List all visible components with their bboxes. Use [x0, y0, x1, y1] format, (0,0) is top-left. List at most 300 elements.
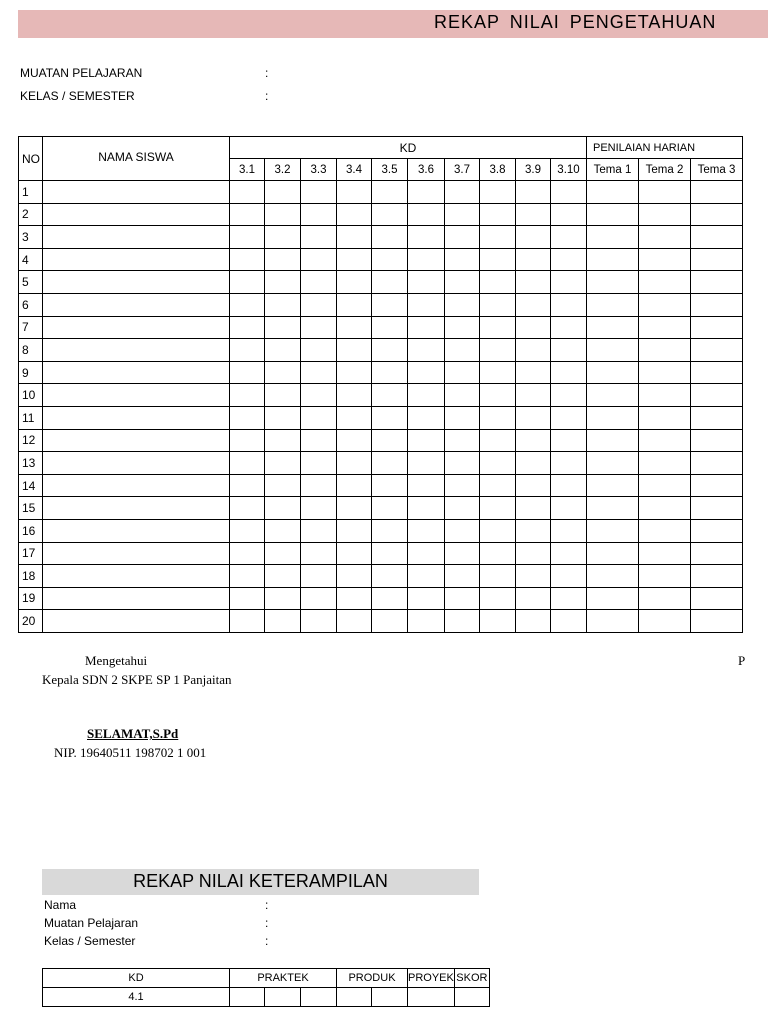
grade-cell[interactable]: [230, 339, 265, 362]
grade-cell[interactable]: [408, 610, 445, 633]
grade-cell[interactable]: [265, 610, 301, 633]
grade-cell[interactable]: [337, 271, 372, 294]
grade-cell[interactable]: [480, 497, 516, 520]
grade-cell[interactable]: [480, 248, 516, 271]
grade-cell[interactable]: [551, 181, 587, 204]
grade-cell[interactable]: [480, 339, 516, 362]
grade-cell[interactable]: [230, 452, 265, 475]
grade-cell[interactable]: [230, 293, 265, 316]
student-name-cell[interactable]: [43, 271, 230, 294]
grade-cell[interactable]: [301, 452, 337, 475]
grade-cell[interactable]: [230, 248, 265, 271]
grade-cell[interactable]: [691, 271, 743, 294]
student-name-cell[interactable]: [43, 610, 230, 633]
ket-cell[interactable]: [337, 988, 372, 1007]
tema-column-header: Tema 1: [587, 159, 639, 181]
grade-cell[interactable]: [337, 610, 372, 633]
grade-cell[interactable]: [639, 293, 691, 316]
grade-cell[interactable]: [516, 474, 551, 497]
grade-cell[interactable]: [587, 181, 639, 204]
grade-cell[interactable]: [691, 339, 743, 362]
grade-cell[interactable]: [480, 429, 516, 452]
grade-cell[interactable]: [691, 587, 743, 610]
grade-cell[interactable]: [691, 226, 743, 249]
grade-cell[interactable]: [408, 452, 445, 475]
grade-cell[interactable]: [337, 339, 372, 362]
student-name-cell[interactable]: [43, 293, 230, 316]
grade-cell[interactable]: [301, 248, 337, 271]
grade-cell[interactable]: [230, 361, 265, 384]
grade-cell[interactable]: [301, 271, 337, 294]
grade-cell[interactable]: [639, 339, 691, 362]
grade-cell[interactable]: [587, 316, 639, 339]
grade-cell[interactable]: [265, 384, 301, 407]
grade-cell[interactable]: [587, 361, 639, 384]
grade-cell[interactable]: [691, 248, 743, 271]
grade-cell[interactable]: [551, 203, 587, 226]
grade-cell[interactable]: [230, 519, 265, 542]
grade-cell[interactable]: [372, 339, 408, 362]
row-number: 20: [19, 610, 43, 633]
grade-cell[interactable]: [551, 610, 587, 633]
grade-cell[interactable]: [265, 316, 301, 339]
grade-cell[interactable]: [265, 429, 301, 452]
grade-cell[interactable]: [372, 248, 408, 271]
ket-meta-nama: [44, 898, 269, 912]
student-name-cell[interactable]: [43, 226, 230, 249]
grade-cell[interactable]: [265, 203, 301, 226]
grade-cell[interactable]: [445, 474, 480, 497]
grade-cell[interactable]: [408, 429, 445, 452]
grade-cell[interactable]: [445, 429, 480, 452]
grade-cell[interactable]: [587, 248, 639, 271]
grade-cell[interactable]: [301, 384, 337, 407]
grade-cell[interactable]: [516, 248, 551, 271]
grade-cell[interactable]: [445, 293, 480, 316]
grade-cell[interactable]: [639, 610, 691, 633]
grade-cell[interactable]: [445, 339, 480, 362]
grade-cell[interactable]: [408, 565, 445, 588]
grade-cell[interactable]: [372, 429, 408, 452]
grade-cell[interactable]: [372, 384, 408, 407]
grade-cell[interactable]: [551, 226, 587, 249]
grade-cell[interactable]: [265, 181, 301, 204]
grade-cell[interactable]: [480, 293, 516, 316]
grade-cell[interactable]: [691, 497, 743, 520]
grade-cell[interactable]: [408, 203, 445, 226]
grade-cell[interactable]: [337, 406, 372, 429]
grade-cell[interactable]: [639, 384, 691, 407]
grade-cell[interactable]: [301, 497, 337, 520]
ket-cell[interactable]: [408, 988, 455, 1007]
grade-cell[interactable]: [301, 587, 337, 610]
student-name-cell[interactable]: [43, 361, 230, 384]
grade-cell[interactable]: [480, 519, 516, 542]
grade-cell[interactable]: [691, 361, 743, 384]
row-number: 15: [19, 497, 43, 520]
grade-cell[interactable]: [516, 406, 551, 429]
grade-cell[interactable]: [337, 361, 372, 384]
grade-cell[interactable]: [445, 587, 480, 610]
grade-cell[interactable]: [691, 519, 743, 542]
grade-cell[interactable]: [587, 587, 639, 610]
principal-name: SELAMAT,S.Pd: [87, 726, 179, 741]
grade-cell[interactable]: [639, 474, 691, 497]
grade-cell[interactable]: [301, 361, 337, 384]
grade-cell[interactable]: [408, 406, 445, 429]
grade-cell[interactable]: [587, 542, 639, 565]
grade-cell[interactable]: [639, 406, 691, 429]
row-number: 2: [19, 203, 43, 226]
grade-cell[interactable]: [516, 384, 551, 407]
grade-cell[interactable]: [480, 203, 516, 226]
grade-cell[interactable]: [445, 452, 480, 475]
grade-cell[interactable]: [408, 316, 445, 339]
grade-cell[interactable]: [230, 497, 265, 520]
grade-cell[interactable]: [337, 181, 372, 204]
grade-cell[interactable]: [587, 203, 639, 226]
grade-cell[interactable]: [516, 361, 551, 384]
grade-cell[interactable]: [691, 316, 743, 339]
grade-cell[interactable]: [445, 384, 480, 407]
grade-cell[interactable]: [516, 339, 551, 362]
grade-cell[interactable]: [445, 226, 480, 249]
grade-cell[interactable]: [587, 565, 639, 588]
grade-cell[interactable]: [445, 316, 480, 339]
grade-cell[interactable]: [445, 542, 480, 565]
grade-cell[interactable]: [265, 474, 301, 497]
grade-cell[interactable]: [516, 293, 551, 316]
grade-cell[interactable]: [337, 452, 372, 475]
student-name-cell[interactable]: [43, 565, 230, 588]
grade-cell[interactable]: [408, 587, 445, 610]
grade-cell[interactable]: [639, 203, 691, 226]
student-name-cell[interactable]: [43, 203, 230, 226]
grade-cell[interactable]: [408, 226, 445, 249]
grade-cell[interactable]: [230, 406, 265, 429]
grade-cell[interactable]: [587, 452, 639, 475]
grade-cell[interactable]: [230, 181, 265, 204]
ket-cell[interactable]: [265, 988, 301, 1007]
grade-cell[interactable]: [587, 293, 639, 316]
student-name-cell[interactable]: [43, 429, 230, 452]
student-name-cell[interactable]: [43, 474, 230, 497]
grade-cell[interactable]: [480, 181, 516, 204]
grade-cell[interactable]: [408, 497, 445, 520]
grade-cell[interactable]: [551, 565, 587, 588]
grade-cell[interactable]: [265, 361, 301, 384]
grade-cell[interactable]: [480, 565, 516, 588]
grade-cell[interactable]: [372, 610, 408, 633]
grade-cell[interactable]: [551, 452, 587, 475]
grade-cell[interactable]: [551, 542, 587, 565]
grade-cell[interactable]: [480, 361, 516, 384]
grade-cell[interactable]: [230, 542, 265, 565]
grade-cell[interactable]: [551, 587, 587, 610]
grade-cell[interactable]: [337, 587, 372, 610]
grade-cell[interactable]: [587, 271, 639, 294]
grade-cell[interactable]: [587, 384, 639, 407]
grade-cell[interactable]: [230, 474, 265, 497]
grade-cell[interactable]: [691, 452, 743, 475]
grade-cell[interactable]: [372, 203, 408, 226]
grade-cell[interactable]: [587, 339, 639, 362]
student-name-cell[interactable]: [43, 339, 230, 362]
grade-cell[interactable]: [408, 181, 445, 204]
grade-cell[interactable]: [372, 361, 408, 384]
grade-cell[interactable]: [230, 226, 265, 249]
grade-cell[interactable]: [301, 293, 337, 316]
grade-cell[interactable]: [480, 474, 516, 497]
grade-cell[interactable]: [445, 203, 480, 226]
grade-cell[interactable]: [265, 587, 301, 610]
grade-cell[interactable]: [639, 519, 691, 542]
grade-cell[interactable]: [445, 361, 480, 384]
grade-cell[interactable]: [301, 542, 337, 565]
grade-cell[interactable]: [639, 497, 691, 520]
grade-cell[interactable]: [551, 361, 587, 384]
grade-cell[interactable]: [301, 339, 337, 362]
grade-cell[interactable]: [408, 474, 445, 497]
grade-cell[interactable]: [372, 226, 408, 249]
grade-cell[interactable]: [516, 316, 551, 339]
grade-cell[interactable]: [337, 542, 372, 565]
grade-cell[interactable]: [445, 497, 480, 520]
grade-cell[interactable]: [372, 474, 408, 497]
grade-cell[interactable]: [551, 429, 587, 452]
grade-cell[interactable]: [337, 293, 372, 316]
grade-cell[interactable]: [265, 406, 301, 429]
grade-cell[interactable]: [265, 248, 301, 271]
grade-cell[interactable]: [551, 384, 587, 407]
grade-cell[interactable]: [551, 271, 587, 294]
grade-cell[interactable]: [372, 406, 408, 429]
grade-cell[interactable]: [551, 316, 587, 339]
student-name-cell[interactable]: [43, 519, 230, 542]
grade-cell[interactable]: [372, 497, 408, 520]
grade-cell[interactable]: [551, 339, 587, 362]
grade-cell[interactable]: [516, 542, 551, 565]
ket-cell[interactable]: [372, 988, 408, 1007]
grade-cell[interactable]: [480, 271, 516, 294]
grade-cell[interactable]: [639, 181, 691, 204]
student-name-cell[interactable]: [43, 542, 230, 565]
grade-cell[interactable]: [265, 542, 301, 565]
grade-cell[interactable]: [691, 542, 743, 565]
grade-cell[interactable]: [230, 429, 265, 452]
grade-cell[interactable]: [230, 384, 265, 407]
grade-cell[interactable]: [230, 565, 265, 588]
grade-cell[interactable]: [372, 542, 408, 565]
grade-cell[interactable]: [408, 271, 445, 294]
grade-cell[interactable]: [337, 226, 372, 249]
grade-cell[interactable]: [301, 226, 337, 249]
grade-cell[interactable]: [372, 519, 408, 542]
grade-cell[interactable]: [480, 226, 516, 249]
student-name-cell[interactable]: [43, 316, 230, 339]
grade-cell[interactable]: [480, 316, 516, 339]
grade-cell[interactable]: [230, 587, 265, 610]
ket-cell[interactable]: [454, 988, 489, 1007]
grade-cell[interactable]: [639, 248, 691, 271]
grade-cell[interactable]: [691, 474, 743, 497]
grade-cell[interactable]: [691, 429, 743, 452]
student-name-cell[interactable]: [43, 497, 230, 520]
grade-cell[interactable]: [337, 497, 372, 520]
grade-cell[interactable]: [265, 339, 301, 362]
grade-cell[interactable]: [337, 203, 372, 226]
grade-cell[interactable]: [408, 293, 445, 316]
table-row: [19, 542, 743, 565]
grade-cell[interactable]: [372, 181, 408, 204]
grade-cell[interactable]: [265, 497, 301, 520]
grade-cell[interactable]: [691, 565, 743, 588]
grade-cell[interactable]: [372, 587, 408, 610]
grade-cell[interactable]: [639, 587, 691, 610]
grade-cell[interactable]: [639, 316, 691, 339]
ket-cell[interactable]: [301, 988, 337, 1007]
grade-cell[interactable]: [639, 226, 691, 249]
kd-column-header: 3.6: [408, 159, 445, 181]
grade-cell[interactable]: [551, 519, 587, 542]
grade-cell[interactable]: [691, 181, 743, 204]
grade-cell[interactable]: [691, 293, 743, 316]
grade-cell[interactable]: [639, 565, 691, 588]
grade-cell[interactable]: [587, 610, 639, 633]
grade-cell[interactable]: [408, 519, 445, 542]
grade-cell[interactable]: [480, 587, 516, 610]
student-name-cell[interactable]: [43, 248, 230, 271]
grade-cell[interactable]: [516, 181, 551, 204]
grade-cell[interactable]: [480, 384, 516, 407]
table-row: [19, 293, 743, 316]
grade-cell[interactable]: [587, 519, 639, 542]
grade-cell[interactable]: [337, 429, 372, 452]
grade-cell[interactable]: [408, 248, 445, 271]
grade-cell[interactable]: [587, 474, 639, 497]
grade-cell[interactable]: [587, 429, 639, 452]
grade-cell[interactable]: [480, 406, 516, 429]
grade-cell[interactable]: [408, 542, 445, 565]
kd-column-header: 3.4: [337, 159, 372, 181]
grade-cell[interactable]: [516, 429, 551, 452]
grade-cell[interactable]: [301, 610, 337, 633]
grade-cell[interactable]: [445, 565, 480, 588]
grade-cell[interactable]: [516, 271, 551, 294]
grade-cell[interactable]: [551, 248, 587, 271]
grade-cell[interactable]: [516, 497, 551, 520]
grade-cell[interactable]: [337, 248, 372, 271]
grade-cell[interactable]: [301, 429, 337, 452]
grade-cell[interactable]: [372, 271, 408, 294]
grade-cell[interactable]: [691, 406, 743, 429]
grade-cell[interactable]: [639, 429, 691, 452]
grade-cell[interactable]: [337, 565, 372, 588]
grade-cell[interactable]: [480, 452, 516, 475]
grade-cell[interactable]: [551, 293, 587, 316]
grade-cell[interactable]: [337, 384, 372, 407]
grade-cell[interactable]: [230, 271, 265, 294]
grade-cell[interactable]: [480, 542, 516, 565]
table-row: [19, 497, 743, 520]
grade-cell[interactable]: [639, 361, 691, 384]
grade-cell[interactable]: [639, 452, 691, 475]
grade-cell[interactable]: [516, 226, 551, 249]
grade-cell[interactable]: [691, 203, 743, 226]
grade-cell[interactable]: [301, 474, 337, 497]
grade-cell[interactable]: [516, 203, 551, 226]
grade-cell[interactable]: [516, 519, 551, 542]
grade-cell[interactable]: [230, 316, 265, 339]
grade-cell[interactable]: [551, 497, 587, 520]
grade-cell[interactable]: [372, 565, 408, 588]
grade-cell[interactable]: [301, 203, 337, 226]
grade-cell[interactable]: [445, 248, 480, 271]
grade-cell[interactable]: [587, 497, 639, 520]
grade-cell[interactable]: [691, 610, 743, 633]
grade-cell[interactable]: [337, 474, 372, 497]
grade-cell[interactable]: [445, 181, 480, 204]
student-name-cell[interactable]: [43, 406, 230, 429]
grade-cell[interactable]: [408, 339, 445, 362]
grade-cell[interactable]: [372, 293, 408, 316]
grade-cell[interactable]: [445, 406, 480, 429]
grade-cell[interactable]: [301, 316, 337, 339]
grade-cell[interactable]: [480, 610, 516, 633]
grade-cell[interactable]: [408, 384, 445, 407]
student-name-cell[interactable]: [43, 384, 230, 407]
grade-cell[interactable]: [372, 316, 408, 339]
grade-cell[interactable]: [516, 452, 551, 475]
grade-cell[interactable]: [265, 226, 301, 249]
grade-cell[interactable]: [445, 519, 480, 542]
grade-cell[interactable]: [445, 271, 480, 294]
grade-cell[interactable]: [639, 271, 691, 294]
grade-cell[interactable]: [301, 181, 337, 204]
grade-cell[interactable]: [639, 542, 691, 565]
ket-skor-header: SKOR: [454, 969, 489, 988]
grade-cell[interactable]: [445, 610, 480, 633]
grade-cell[interactable]: [337, 316, 372, 339]
student-name-cell[interactable]: [43, 181, 230, 204]
student-name-cell[interactable]: [43, 452, 230, 475]
grade-cell[interactable]: [265, 565, 301, 588]
student-name-cell[interactable]: [43, 587, 230, 610]
grade-cell[interactable]: [691, 384, 743, 407]
grade-cell[interactable]: [265, 519, 301, 542]
grade-cell[interactable]: [587, 406, 639, 429]
grade-cell[interactable]: [516, 565, 551, 588]
grade-cell[interactable]: [372, 452, 408, 475]
grade-cell[interactable]: [337, 519, 372, 542]
grade-cell[interactable]: [265, 452, 301, 475]
grade-cell[interactable]: [408, 361, 445, 384]
grade-cell[interactable]: [301, 406, 337, 429]
grade-cell[interactable]: [551, 406, 587, 429]
grade-cell[interactable]: [516, 587, 551, 610]
grade-cell[interactable]: [587, 226, 639, 249]
grade-cell[interactable]: [551, 474, 587, 497]
grade-cell[interactable]: [265, 293, 301, 316]
kd-column-header: 3.5: [372, 159, 408, 181]
grade-cell[interactable]: [230, 610, 265, 633]
grade-cell[interactable]: [301, 565, 337, 588]
grade-cell[interactable]: [516, 610, 551, 633]
grade-cell[interactable]: [301, 519, 337, 542]
ket-cell[interactable]: [230, 988, 265, 1007]
grade-cell[interactable]: [265, 271, 301, 294]
grade-cell[interactable]: [230, 203, 265, 226]
